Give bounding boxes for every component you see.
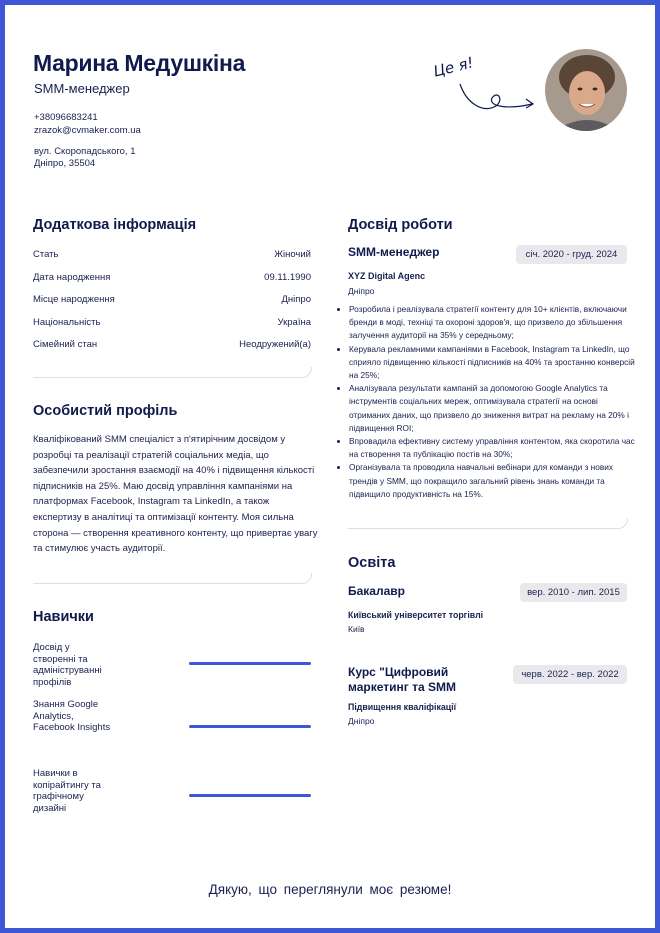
info-value: Україна: [277, 317, 311, 328]
footer-thanks: Дякую, що переглянули моє резюме!: [208, 882, 452, 897]
skill-level-bar: [189, 794, 311, 797]
section-divider: [33, 573, 312, 584]
list-item: • Впровадила ефективну систему управління контентом, яка скоротила час на створення та публікацію постів на 30%;: [349, 435, 641, 461]
school-name: Київський університет торгівлі: [348, 610, 484, 620]
responsibilities-list: [337, 303, 641, 501]
company-name: XYZ Digital Agenc: [348, 271, 426, 281]
experience-title: Досвід роботи: [348, 217, 453, 233]
email: zrazok@cvmaker.com.ua: [34, 125, 141, 136]
address-line-2: Дніпро, 35504: [34, 158, 96, 169]
profile-line: підписників на 25%. Маю досвід управління кампаніями на: [33, 480, 293, 492]
info-row: [33, 294, 311, 310]
skill-label: Досвід у створенні та адмініструванні профілів: [33, 642, 102, 688]
list-item: • Керувала рекламними кампаніями в Facebook, Instagram та LinkedIn, що сприяло підвищенню кількості підписників на 40% та зростанню конверсій на 25%;: [349, 343, 641, 383]
info-value: 09.11.1990: [264, 272, 311, 283]
list-item: • Організувала та проводила навчальні вебінари для команди з нових трендів у SMM, що покращило загальний рівень знань команди та підвищило продуктивність на 15%.: [349, 461, 641, 501]
info-label: Місце народження: [33, 294, 115, 305]
info-row: [33, 317, 311, 333]
list-item: • Аналізувала результати кампаній за допомогою Google Analytics та інструментів соціальних мереж, оптимізувала стратегії на основі отриманих даних, що призвело до зниження витрат на рекламу на 20% і підвищення ROI;: [349, 382, 641, 435]
skill-level-bar: [189, 725, 311, 728]
job-dates-badge: січ. 2020 - груд. 2024: [516, 245, 627, 264]
company-city: Дніпро: [348, 286, 375, 296]
degree: Курс "Цифровий маркетинг та SMM: [348, 665, 456, 694]
info-label: Національність: [33, 317, 101, 328]
info-value: Жіночий: [274, 249, 311, 260]
section-divider: [33, 367, 312, 378]
info-row: [33, 339, 311, 355]
degree: Бакалавр: [348, 584, 405, 598]
info-label: Сімейний стан: [33, 339, 98, 350]
school-city: Дніпро: [348, 716, 375, 726]
school-name: Підвищення кваліфікації: [348, 702, 457, 712]
skill-label: Знання Google Analytics, Facebook Insights: [33, 699, 111, 733]
address-line-1: вул. Скоропадського, 1: [34, 146, 136, 157]
profile-title: Особистий профіль: [33, 403, 178, 419]
additional-info-title: Додаткова інформація: [33, 217, 197, 233]
education-dates-badge: черв. 2022 - вер. 2022: [513, 665, 627, 684]
profile-line: розробці та реалізації стратегій соціальних медіа, що: [33, 449, 269, 461]
list-item: • Розробила і реалізувала стратегії контенту для 10+ клієнтів, включаючи бренди в моді, техніці та охороні здоров'я, що призвело до збільшення залучення аудиторії на 35% у середньому;: [349, 303, 641, 343]
info-label: Дата народження: [33, 272, 111, 283]
info-value: Неодружений(а): [239, 339, 311, 350]
profile-line: сторона — створення креативного контенту, що привертає увагу: [33, 527, 318, 539]
profile-photo: [545, 49, 627, 131]
info-label: Стать: [33, 249, 59, 260]
skill-label: Навички в копірайтингу та графічному дизайні: [33, 768, 101, 814]
skill-level-bar: [189, 662, 311, 665]
profile-text: [33, 432, 323, 557]
arrow-icon: [456, 80, 536, 120]
profile-line: забезпечили зростання взаємодії на 40% і підвищення кількості: [33, 465, 315, 477]
photo-note: Це я!: [431, 53, 476, 81]
phone: +38096683241: [34, 112, 98, 123]
education-dates-badge: вер. 2010 - лип. 2015: [520, 583, 627, 602]
profile-line: платформах Facebook, Instagram та LinkedIn, а також: [33, 496, 270, 508]
candidate-name: Марина Медушкіна: [33, 50, 246, 76]
skills-title: Навички: [33, 609, 94, 625]
profile-line: Кваліфікований SMM спеціаліст з п'ятирічним досвідом у: [33, 434, 286, 445]
info-value: Дніпро: [281, 294, 311, 305]
education-title: Освіта: [348, 555, 396, 571]
info-row: [33, 272, 311, 288]
school-city: Київ: [348, 624, 365, 634]
candidate-position: SMM-менеджер: [34, 81, 130, 96]
section-divider: [348, 518, 628, 529]
profile-line: та стимулює участь аудиторії.: [33, 543, 166, 555]
profile-line: експертизу в аналітиці та оптимізації контенту. Моя сильна: [33, 511, 294, 523]
job-title: SMM-менеджер: [348, 245, 440, 259]
info-row: [33, 249, 311, 265]
